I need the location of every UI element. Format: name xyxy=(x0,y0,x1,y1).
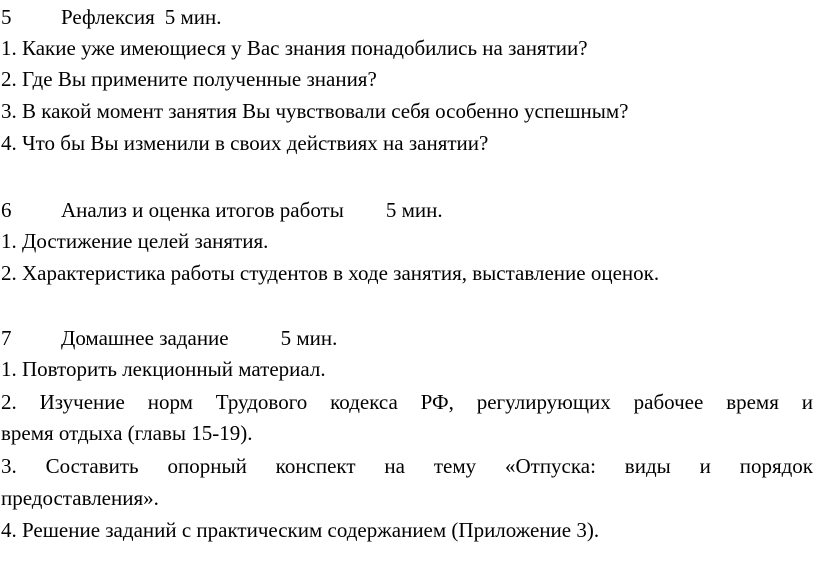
section-number: 6 xyxy=(1,198,12,222)
list-item: 1. Повторить лекционный материал. xyxy=(1,357,326,381)
list-item-continuation: предоставления». xyxy=(1,486,159,510)
list-item: 3. В какой момент занятия Вы чувствовали себя особенно успешным? xyxy=(1,99,629,123)
list-item: 2. Изучение норм Трудового кодекса РФ, регулирующих рабочее время и xyxy=(1,390,813,414)
list-item: 1. Какие уже имеющиеся у Вас знания понадобились на занятии? xyxy=(1,36,588,60)
section-number: 7 xyxy=(1,326,12,350)
section-title: Анализ и оценка итогов работы xyxy=(61,198,344,222)
section-time: 5 мин. xyxy=(385,198,443,222)
section-time: 5 мин. xyxy=(280,326,338,350)
section-time: 5 мин. xyxy=(164,5,222,29)
list-item: 2. Характеристика работы студентов в ходе занятия, выставление оценок. xyxy=(1,261,660,285)
section-title: Рефлексия xyxy=(61,5,155,29)
list-item: 2. Где Вы примените полученные знания? xyxy=(1,67,377,91)
list-item: 4. Что бы Вы изменили в своих действиях на занятии? xyxy=(1,131,489,155)
section-6-heading xyxy=(1,195,813,225)
section-number: 5 xyxy=(1,5,12,29)
list-item: 3. Составить опорный конспект на тему «Отпуска: виды и порядок xyxy=(1,454,813,478)
section-7-heading xyxy=(1,323,813,353)
list-item-continuation: время отдыха (главы 15-19). xyxy=(1,421,253,445)
list-item: 1. Достижение целей занятия. xyxy=(1,229,269,253)
section-5-heading xyxy=(1,2,813,32)
list-item: 4. Решение заданий с практическим содержанием (Приложение 3). xyxy=(1,518,600,542)
section-title: Домашнее задание xyxy=(61,326,229,350)
